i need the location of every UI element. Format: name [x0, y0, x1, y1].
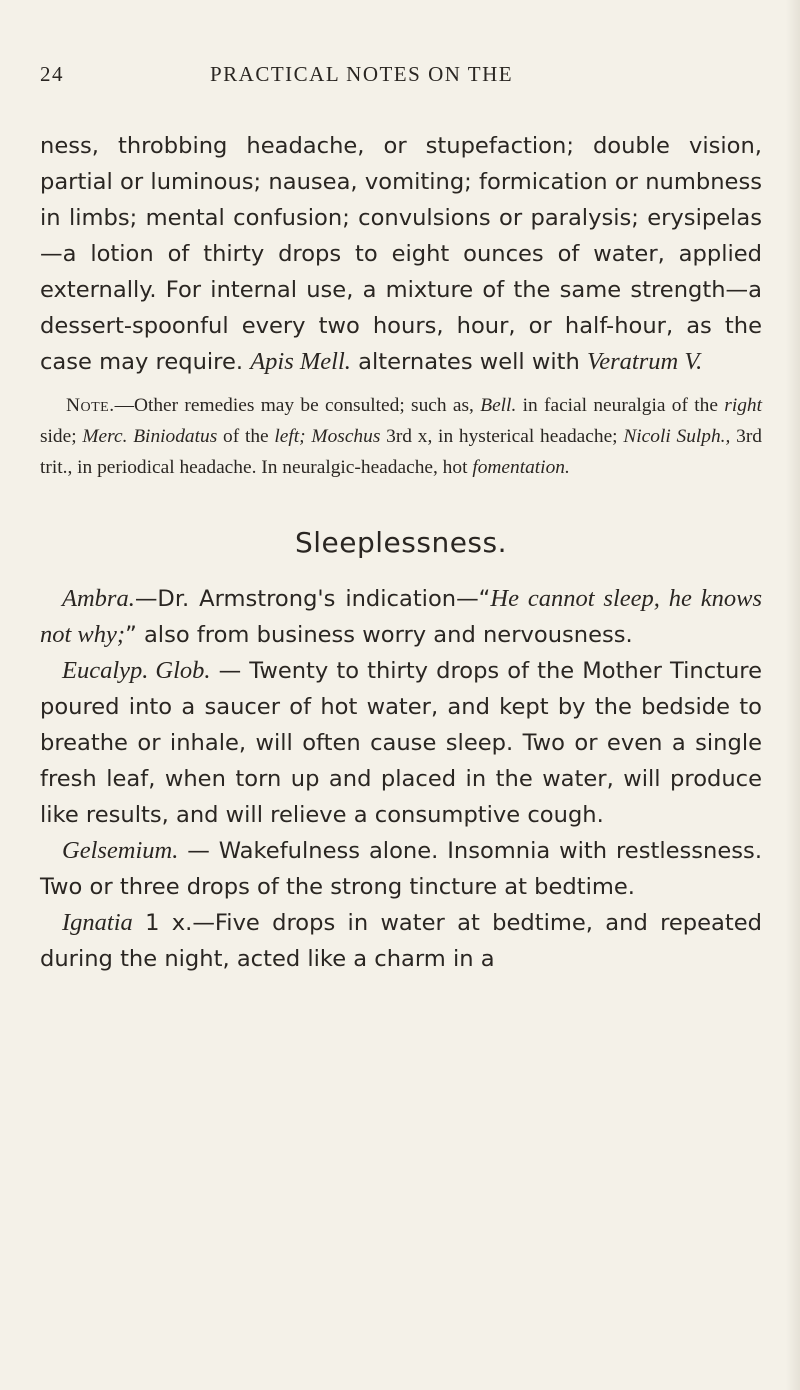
continued-paragraph: ness, throbbing headache, or stupefaction; double vision, partial or luminous; nausea, vomiting; formication or numbness in limbs; mental confusion; convulsions or paralysis; erysipelas—a lotion of thirty drops to eight ounces of water, applied externally. For internal use, a mixture of the same strength—a dessert-spoonful every two hours, hour, or half-hour, as the case may require. Apis Mell. alternates well with Veratrum V. — [40, 133, 762, 375]
remedy-entry-eucalyp: Eucalyp. Glob. — Twenty to thirty drops of the Mother Tincture poured into a saucer of hot water, and kept by the bedside to breathe or inhale, will often cause sleep. Two or even a single fresh leaf, when torn up and placed in the water, will produce like results, and will relieve a consumptive cough. — [40, 657, 763, 828]
note-paragraph: Note.—Other remedies may be consulted; such as, Bell. in facial neuralgia of the right side; Merc. Biniodatus of the left; Moschus 3rd x, in hysterical headache; Nicoli Sulph., 3rd trit., in periodical headache. In neuralgic-headache, hot fomentation. — [40, 395, 762, 478]
quotation: He cannot sleep, he knows not why; — [40, 585, 763, 648]
page-body — [40, 128, 762, 977]
remedy-name: Apis Mell. — [250, 348, 351, 375]
note-label: Note. — [66, 395, 115, 416]
running-title: PRACTICAL NOTES ON THE — [210, 62, 514, 86]
remedy-entry-ambra: Ambra.—Dr. Armstrong's indication—“He cannot sleep, he knows not why;” also from business worry and nervousness. — [40, 585, 763, 648]
remedy-name: Ignatia — [62, 909, 133, 936]
remedy-name: Ambra. — [62, 585, 135, 612]
remedy-name: Gelsemium. — [62, 837, 179, 864]
page-edge-shadow — [786, 0, 800, 1390]
running-head — [40, 62, 760, 92]
page-number: 24 — [40, 62, 64, 86]
section-heading: Sleeplessness. — [294, 526, 507, 559]
remedy-name: Eucalyp. Glob. — [62, 657, 211, 684]
remedy-name: Veratrum V. — [587, 348, 703, 375]
remedy-entry-gelsemium: Gelsemium. — Wakefulness alone. Insomnia with restlessness. Two or three drops of the strong tincture at bedtime. — [40, 837, 762, 900]
remedy-entry-ignatia: Ignatia 1 x.—Five drops in water at bedtime, and repeated during the night, acted like a charm in a — [40, 909, 762, 972]
